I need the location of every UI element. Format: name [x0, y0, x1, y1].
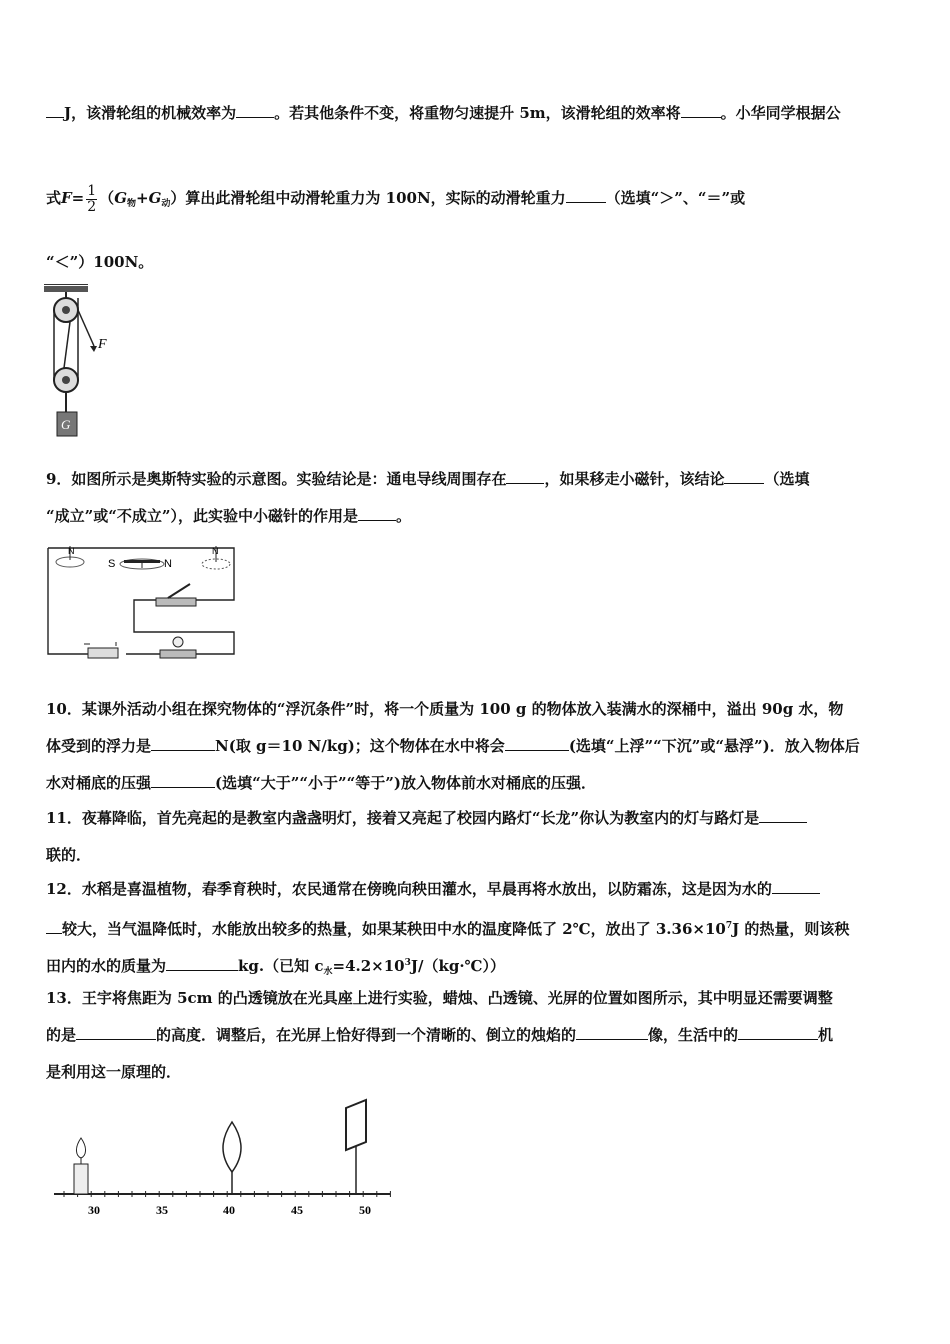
paren: （: [99, 189, 115, 207]
answer-blank[interactable]: [576, 1025, 648, 1040]
q8-line2: [46, 178, 745, 224]
q13-line3: 是利用这一原理的．: [46, 1063, 182, 1081]
subscript: 水: [323, 967, 333, 977]
optical-bench-figure: [50, 1094, 400, 1224]
answer-blank[interactable]: [566, 188, 606, 203]
answer-blank[interactable]: [151, 736, 215, 751]
q8-text: J，该滑轮组的机械效率为: [64, 104, 237, 122]
answer-blank[interactable]: [506, 469, 544, 484]
q8-text: （选填“＞”、“＝”或: [605, 189, 746, 207]
q9-line2: [46, 506, 411, 526]
q9-text: ，如果移走小磁针，该结论: [544, 470, 725, 488]
q8-text: ）算出此滑轮组中动滑轮重力为 100N，实际的动滑轮重力: [170, 189, 566, 207]
q11-line1: [46, 808, 807, 828]
q13-text: 机: [818, 1026, 834, 1044]
force-arrow: [78, 310, 94, 346]
q10-text: (选填“上浮”“下沉”或“悬浮”)．放入物体后: [568, 737, 860, 755]
compass-center: [108, 558, 172, 570]
q12-line3: [46, 953, 505, 982]
tick-label-50: 50: [359, 1203, 371, 1217]
tick-label-40: 40: [223, 1203, 235, 1217]
force-label: F: [98, 337, 107, 352]
q12-text: =4.2×10: [332, 957, 405, 975]
q13-text: 像，生活中的: [648, 1026, 739, 1044]
q8-line1: [46, 103, 841, 123]
q13-text: 的是: [46, 1026, 77, 1044]
formula-g: G: [148, 189, 162, 207]
q9-line1: [46, 469, 809, 489]
answer-blank[interactable]: [759, 808, 807, 823]
fraction: [86, 184, 97, 215]
q10-text: 体受到的浮力是: [46, 737, 152, 755]
q13-line1: 13．王宇将焦距为 5cm 的凸透镜放在光具座上进行实验，蜡烛、凸透镜、光屏的位置如图所示，其中明显还需要调整: [46, 989, 833, 1007]
formula-f: F: [61, 189, 72, 207]
q12-line1: [46, 879, 820, 899]
fraction-numerator: 1: [87, 182, 97, 199]
answer-blank[interactable]: [166, 956, 238, 971]
candle: [74, 1138, 88, 1194]
q10-text: 水对桶底的压强: [46, 774, 152, 792]
q12-text: 较大，当气温降低时，水能放出较多的热量，如果某秧田中水的温度降低了 2℃，放出了 3.36×10: [62, 920, 726, 938]
q13-line2: [46, 1025, 833, 1045]
convex-lens: [223, 1122, 241, 1194]
ceiling: [44, 286, 88, 292]
q12-text: kg.（已知 c: [238, 957, 324, 975]
q11-text: 11．夜幕降临，首先亮起的是教室内盏盏明灯，接着又亮起了校园内路灯“长龙”你认为教室内的灯与路灯是: [46, 809, 760, 827]
answer-blank[interactable]: [505, 736, 569, 751]
answer-blank[interactable]: [76, 1025, 156, 1040]
north-label: N: [164, 558, 172, 570]
answer-blank[interactable]: [46, 919, 62, 934]
q12-text: J 的热量，则该秧: [732, 920, 850, 938]
q8-text: 式: [46, 189, 62, 207]
q9-text: （选填: [764, 470, 810, 488]
tick-label-35: 35: [156, 1203, 168, 1217]
north-label: N: [212, 546, 219, 556]
subscript: 物: [127, 199, 137, 209]
north-label: N: [68, 546, 75, 556]
battery: [84, 642, 118, 658]
light-screen: [346, 1100, 366, 1194]
subscript: 动: [161, 199, 171, 209]
tick-label-45: 45: [291, 1203, 303, 1217]
tick-label-30: 30: [88, 1203, 100, 1217]
q12-text: J/（kg·℃））: [410, 957, 506, 975]
compass-right: [202, 546, 230, 569]
switch: [156, 584, 196, 606]
answer-blank[interactable]: [236, 103, 274, 118]
q10-line1: 10．某课外活动小组在探究物体的“浮沉条件”时，将一个质量为 100 g 的物体放入装满水的深桶中，溢出 90g 水，物: [46, 700, 844, 718]
superscript: 3: [404, 958, 411, 968]
q9-text: 。: [396, 507, 412, 525]
q8-text: 。若其他条件不变，将重物匀速提升 5m，该滑轮组的效率将: [274, 104, 681, 122]
answer-blank[interactable]: [46, 103, 64, 118]
q10-line3: [46, 773, 596, 793]
q12-text: 田内的水的质量为: [46, 957, 167, 975]
answer-blank[interactable]: [358, 506, 396, 521]
q9-text: “成立”或“不成立”），此实验中小磁针的作用是: [46, 507, 359, 525]
compass-left: [56, 546, 84, 567]
answer-blank[interactable]: [738, 1025, 818, 1040]
bulb: [160, 637, 196, 658]
answer-blank[interactable]: [772, 879, 820, 894]
answer-blank[interactable]: [724, 469, 764, 484]
q8-text: 。小华同学根据公: [720, 104, 841, 122]
q10-line2: [46, 736, 860, 756]
south-label: S: [108, 558, 116, 570]
q9-text: 9．如图所示是奥斯特实验的示意图。实验结论是：通电导线周围存在: [46, 470, 507, 488]
q12-line2: [46, 916, 849, 939]
q12-text: 12．水稻是喜温植物，春季育秧时，农民通常在傍晚向秧田灌水，早晨再将水放出，以防霜冻，这是因为水的: [46, 880, 772, 898]
formula-eq: =: [71, 189, 85, 207]
oersted-figure: [44, 540, 240, 664]
answer-blank[interactable]: [681, 103, 721, 118]
q10-text: N(取 g＝10 N/kg)；这个物体在水中将会: [215, 737, 505, 755]
formula-plus: +: [136, 189, 149, 207]
pulley-figure: [40, 284, 120, 440]
q8-line3: “＜”）100N。: [46, 253, 154, 271]
fraction-denominator: 2: [87, 198, 97, 215]
q10-text: (选填“大于”“小于”“等于”)放入物体前水对桶底的压强．: [215, 774, 596, 792]
answer-blank[interactable]: [151, 773, 215, 788]
formula-g: G: [114, 189, 127, 207]
q13-text: 的高度．调整后，在光屏上恰好得到一个清晰的、倒立的烛焰的: [156, 1026, 577, 1044]
weight-label: G: [61, 417, 71, 432]
q11-line2: 联的．: [46, 846, 92, 864]
superscript: 7: [725, 921, 733, 931]
